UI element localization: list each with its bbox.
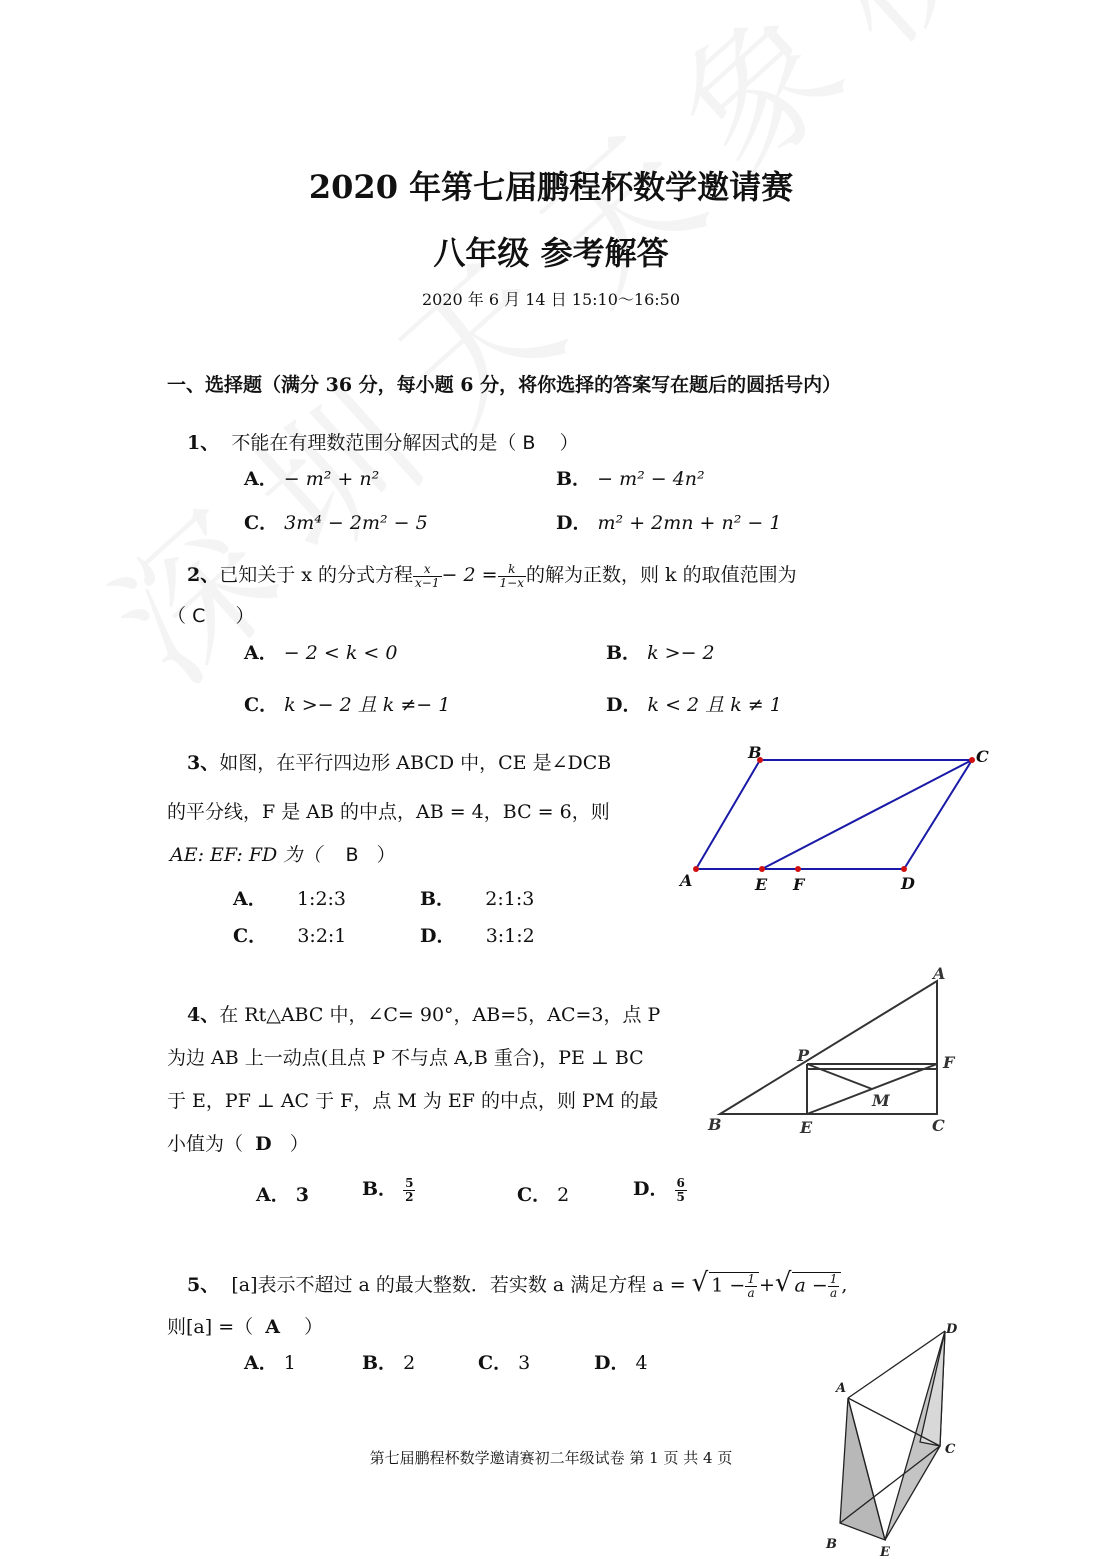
option-label: B． [606,642,642,664]
solid-figure [820,1318,970,1558]
question-number: 2、 [187,564,220,586]
fraction [828,1273,840,1300]
option-label: D． [556,512,592,534]
option-text: 2:1:3 [485,888,535,910]
option-b [362,1348,415,1375]
option-d [633,1174,687,1204]
option-label: C． [517,1184,552,1206]
option-text: k < 2 且 k ≠ 1 [647,694,782,716]
option-label: A． [256,1184,290,1206]
question-1 [187,428,579,455]
label-f: F [793,875,805,894]
option-c [244,690,450,717]
option-a [244,1348,296,1375]
answer: B [345,844,359,866]
option-text: m² + 2mn + n² − 1 [597,512,782,534]
option-text: k >− 2 [647,642,715,664]
numerator: k [498,563,526,577]
question-text: 在 Rt△ABC 中，∠C= 90°，AB=5，AC=3，点 P [219,1004,661,1026]
denominator: 5 [676,1189,685,1204]
label-b: B [826,1537,837,1552]
question-2 [187,560,797,590]
option-b [556,464,705,491]
question-text: 则[a] =（ [167,1316,254,1338]
fraction [413,563,441,590]
answer: A [265,1316,280,1338]
option-label: B． [420,888,456,910]
question-3-line3 [170,840,396,867]
question-3-line2: 的平分线，F 是 AB 的中点，AB = 4，BC = 6，则 [167,801,610,823]
answer: B [522,432,536,454]
equation-mid: − 2 = [441,564,498,586]
option-text: 3 [518,1352,531,1374]
section-heading: 一、选择题（满分 36 分，每小题 6 分，将你选择的答案写在题后的圆括号内） [167,374,842,396]
option-text: − m² + n² [283,468,380,490]
right-triangle-figure [700,966,970,1141]
option-label: A． [244,1352,278,1374]
option-d [606,690,782,717]
fraction [745,1273,757,1300]
option-text: 4 [635,1352,648,1374]
question-text: 已知关于 x 的分式方程 [219,564,414,586]
label-c: C [976,747,989,766]
question-text: 小值为（ [167,1133,244,1155]
question-text: AE: EF: FD 为（ [170,844,322,866]
face-abe [840,1398,885,1540]
label-b: B [708,1115,722,1134]
question-number: 4、 [187,1004,220,1026]
label-e: E [880,1545,890,1558]
answer: D [255,1133,272,1155]
option-label: A． [233,888,267,910]
fraction [675,1177,687,1204]
option-label: D． [633,1178,669,1200]
sqrt-text: a − [794,1274,828,1296]
comma: , [841,1274,848,1296]
numerator: 1 [829,1271,838,1286]
option-label: C． [233,925,268,947]
option-label: D． [594,1352,630,1374]
question-number: 1、 [187,432,220,454]
option-text: 3m⁴ − 2m² − 5 [284,512,428,534]
paren-close: ） [235,605,255,627]
option-c [478,1348,530,1375]
option-text: − 2 < k < 0 [283,642,398,664]
option-label: C． [244,694,279,716]
plus-sign: + [758,1274,775,1296]
option-label: B． [362,1178,398,1200]
option-text: − m² − 4n² [597,468,705,490]
sqrt-text: 1 − [711,1274,746,1296]
option-label: B． [556,468,592,490]
label-d: D [946,1322,958,1337]
option-d [556,508,781,535]
sqrt-expr-1 [709,1272,759,1300]
point-a [693,866,699,872]
point-e [759,866,765,872]
point-d [901,866,907,872]
page-subtitle: 八年级 参考解答 [433,234,669,272]
question-number: 5、 [187,1274,220,1296]
triangle-abc [720,981,937,1114]
numerator: 5 [405,1175,414,1190]
option-label: D． [420,925,456,947]
question-4-line4 [167,1129,309,1156]
option-b [420,884,534,911]
question-2-answer [167,601,255,628]
paren-close: ） [289,1133,309,1155]
segment-ce [762,760,972,869]
numerator: x [413,563,441,577]
answer: C [192,605,206,627]
denominator: a [829,1285,838,1300]
segment-pm [807,1064,872,1089]
option-c [517,1180,569,1207]
label-p: P [797,1046,810,1065]
denominator: a [747,1285,755,1300]
label-f: F [943,1053,955,1072]
label-b: B [748,743,762,762]
numerator: 6 [676,1175,685,1190]
question-3 [187,748,611,775]
fraction [498,563,526,590]
page-title: 2020 年第七届鹏程杯数学邀请赛 [308,168,794,206]
paren-close: ） [559,432,579,454]
question-5 [187,1268,847,1300]
point-c [969,757,975,763]
option-text: 3:2:1 [297,925,347,947]
option-text: 2 [403,1352,416,1374]
question-5-line2 [167,1312,323,1339]
option-d [420,921,535,948]
label-a: A [680,871,693,890]
label-a: A [933,966,946,983]
exam-date: 2020 年 6 月 14 日 15:10～16:50 [422,290,680,309]
label-c: C [945,1442,956,1457]
paren-close: ） [304,1316,324,1338]
question-text: 不能在有理数范围分解因式的是（ [231,432,517,454]
option-text: 3 [295,1184,310,1206]
paren-open: （ [167,605,187,627]
option-text: 1:2:3 [296,888,347,910]
page-footer: 第七届鹏程杯数学邀请赛初二年级试卷 第 1 页 共 4 页 [369,1449,733,1467]
option-label: A． [244,642,278,664]
option-label: A． [244,468,278,490]
option-b [606,638,715,665]
parallelogram-shape [696,760,972,869]
question-text: [a]表示不超过 a 的最大整数．若实数 a 满足方程 a = [231,1274,686,1296]
point-f [795,866,801,872]
sqrt-expr-2 [792,1272,841,1300]
parallelogram-figure [670,738,1000,898]
option-a [256,1180,309,1207]
label-m: M [872,1091,890,1110]
option-label: C． [478,1352,513,1374]
label-d: D [901,874,915,893]
option-text: 2 [557,1184,570,1206]
denominator: 2 [405,1189,414,1204]
denominator: 1−x [499,575,524,590]
option-label: C． [244,512,279,534]
label-e: E [755,875,768,894]
label-e: E [800,1118,813,1137]
question-4-line3: 于 E，PF ⊥ AC 于 F，点 M 为 EF 的中点，则 PM 的最 [167,1090,659,1112]
option-c [244,508,428,535]
fraction [403,1177,415,1204]
question-text: 如图，在平行四边形 ABCD 中，CE 是∠DCB [219,752,612,774]
option-text: 1 [283,1352,296,1374]
option-a [233,884,346,911]
label-a: A [836,1381,847,1396]
question-number: 3、 [187,752,220,774]
option-c [233,921,346,948]
sqrt-symbol: √ [774,1268,792,1298]
option-text: k >− 2 且 k ≠− 1 [284,694,451,716]
option-text: 3:1:2 [485,925,535,947]
question-4-line2: 为边 AB 上一动点(且点 P 不与点 A,B 重合)，PE ⊥ BC [167,1047,644,1069]
option-a [244,638,397,665]
sqrt-symbol: √ [691,1268,709,1298]
option-a [244,464,379,491]
option-label: B． [362,1352,398,1374]
question-4 [187,1000,660,1027]
option-d [594,1348,648,1375]
option-label: D． [606,694,642,716]
denominator: x−1 [415,575,440,590]
label-c: C [932,1116,945,1135]
option-b [362,1174,415,1204]
face-dc [920,1331,945,1446]
question-text-cont: 的解为正数，则 k 的取值范围为 [525,564,797,586]
numerator: 1 [747,1271,755,1286]
paren-close: ） [376,844,396,866]
